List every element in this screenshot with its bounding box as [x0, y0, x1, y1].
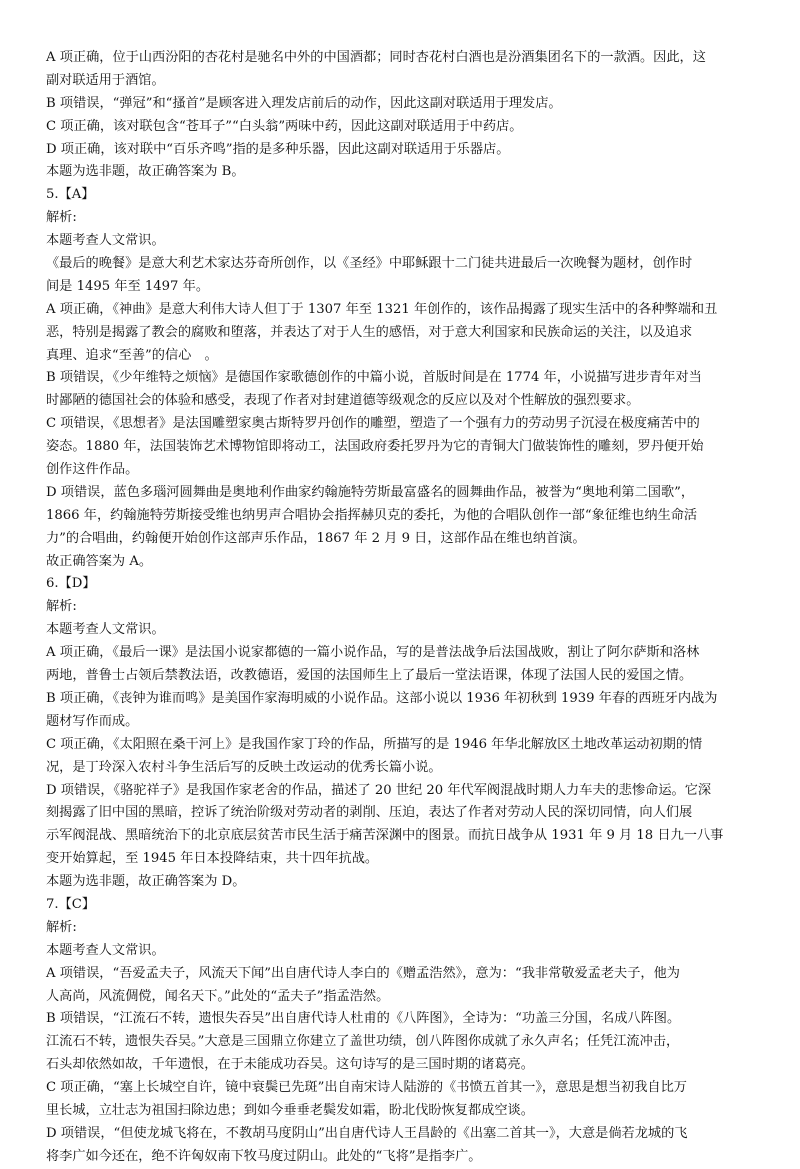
text-line: 真理、追求“至善”的信心 。 — [46, 347, 218, 363]
text-line: 6.【D】 — [46, 576, 96, 592]
text-line: 将李广如今还在，绝不许匈奴南下牧马度过阴山。此处的“飞将”是指李广。 — [46, 1148, 482, 1164]
text-line: 两地，普鲁士占领后禁教法语，改教德语，爱国的法国师生上了最后一堂法语课，体现了法国人民的爱国之情。 — [46, 668, 693, 684]
text-line: 刻揭露了旧中国的黑暗，控诉了统治阶级对劳动者的剥削、压迫，表达了作者对劳动人民的深切同情，向人们展 — [46, 805, 693, 821]
text-line: 副对联适用于酒馆。 — [46, 72, 165, 88]
text-line: 本题考查人文常识。 — [46, 622, 165, 638]
text-line: 故正确答案为 A。 — [46, 553, 153, 569]
text-line: 本题为选非题，故正确答案为 D。 — [46, 874, 246, 890]
text-line: 江流石不转，遗恨失吞吴。”大意是三国鼎立你建立了盖世功绩，创八阵图你成就了永久声名；任凭江流冲击， — [46, 1034, 680, 1050]
text-line: 姿态。1880 年，法国装饰艺术博物馆即将动工，法国政府委托罗丹为它的青铜大门做装饰性的雕刻，罗丹便开始 — [46, 439, 704, 455]
text-line: 1866 年，约翰施特劳斯接受维也纳男声合唱协会指挥赫贝克的委托，为他的合唱队创作一部“象征维也纳生命活 — [46, 507, 698, 523]
text-line: D 项错误，《骆驼祥子》是我国作家老舍的作品，描述了 20 世纪 20 年代军阀混战时期人力车夫的悲惨命运。它深 — [46, 782, 712, 798]
text-line: C 项正确，《太阳照在桑干河上》是我国作家丁玲的作品，所描写的是 1946 年华北解放区土地改革运动初期的情 — [46, 736, 703, 752]
text-line: 创作这件作品。 — [46, 462, 139, 478]
text-line: 题材写作而成。 — [46, 713, 139, 729]
text-line: A 项正确，《最后一课》是法国小说家都德的一篇小说作品，写的是普法战争后法国战败，割让了阿尔萨斯和洛林 — [46, 645, 700, 661]
text-line: 解析: — [46, 919, 77, 935]
text-line: C 项错误，《思想者》是法国雕塑家奥古斯特罗丹创作的雕塑，塑造了一个强有力的劳动男子沉浸在极度痛苦中的 — [46, 416, 700, 432]
text-line: B 项错误，“江流石不转，遗恨失吞吴”出自唐代诗人杜甫的《八阵图》，全诗为：“功盖三分国，名成八阵图。 — [46, 1011, 681, 1027]
text-line: 解析: — [46, 210, 77, 226]
text-line: 示军阀混战、黑暗统治下的北京底层贫苦市民生活于痛苦深渊中的图景。而抗日战争从 1931 年 9 月 18 日九一八事 — [46, 828, 724, 844]
text-line: A 项错误，“吾爱孟夫子，风流天下闻”出自唐代诗人李白的《赠孟浩然》，意为：“我非常敬爱孟老夫子，他为 — [46, 965, 680, 981]
text-line: C 项正确，“塞上长城空自许，镜中衰鬓已先斑”出自南宋诗人陆游的《书愤五首其一》，意思是想当初我自比万 — [46, 1080, 687, 1096]
text-line: D 项错误，“但使龙城飞将在，不教胡马度阴山”出自唐代诗人王昌龄的《出塞二首其一》，大意是倘若龙城的飞 — [46, 1125, 688, 1141]
text-line: 本题为选非题，故正确答案为 B。 — [46, 164, 245, 180]
text-line: 况，是丁玲深入农村斗争生活后写的反映土改运动的优秀长篇小说。 — [46, 759, 442, 775]
text-line: B 项错误，《少年维特之烦恼》是德国作家歌德创作的中篇小说，首版时间是在 1774 年，小说描写进步青年对当 — [46, 370, 702, 386]
text-line: 本题考查人文常识。 — [46, 942, 165, 958]
text-line: 7.【C】 — [46, 896, 96, 912]
text-line: A 项正确，位于山西汾阳的杏花村是驰名中外的中国酒都；同时杏花村白酒也是汾酒集团名下的一款酒。因此，这 — [46, 50, 706, 65]
text-line: 里长城，立壮志为祖国扫除边患；到如今垂垂老鬓发如霜，盼北伐盼恢复都成空谈。 — [46, 1102, 534, 1118]
text-line: 时鄙陋的德国社会的体验和感受，表现了作者对封建道德等级观念的反应以及对个性解放的强烈要求。 — [46, 393, 640, 409]
text-line: D 项正确，该对联中“百乐齐鸣”指的是多种乐器，因此这副对联适用于乐器店。 — [46, 141, 510, 157]
text-line: C 项正确，该对联包含“苍耳子”“白头翁”两味中药，因此这副对联适用于中药店。 — [46, 118, 523, 134]
text-line: 变开始算起，至 1945 年日本投降结束，共十四年抗战。 — [46, 851, 379, 867]
text-line: 间是 1495 年至 1497 年。 — [46, 278, 210, 294]
text-line: 《最后的晚餐》是意大利艺术家达芬奇所创作，以《圣经》中耶稣跟十二门徒共进最后一次晚餐为题材，创作时 — [46, 256, 693, 272]
text-line: 5.【A】 — [46, 187, 95, 203]
text-line: 力”的合唱曲，约翰便开始创作这部声乐作品，1867 年 2 月 9 日，这部作品在维也纳首演。 — [46, 530, 586, 546]
text-line: 本题考查人文常识。 — [46, 233, 165, 249]
text-line: 解析: — [46, 599, 77, 615]
text-line: 恶，特别是揭露了教会的腐败和堕落，并表达了对于人生的感悟，对于意大利国家和民族命运的关注，以及追求 — [46, 324, 693, 340]
text-line: A 项正确，《神曲》是意大利伟大诗人但丁于 1307 年至 1321 年创作的，该作品揭露了现实生活中的各种弊端和丑 — [46, 301, 718, 317]
text-line: B 项正确，《丧钟为谁而鸣》是美国作家海明威的小说作品。这部小说以 1936 年初秋到 1939 年春的西班牙内战为 — [46, 690, 718, 706]
answer-explanation-document — [46, 47, 758, 1169]
text-line: 人高尚，风流倜傥，闻名天下。”此处的“孟夫子”指孟浩然。 — [46, 988, 390, 1004]
text-line: 石头却依然如故，千年遗恨，在于未能成功吞吴。这句诗写的是三国时期的诸葛亮。 — [46, 1057, 534, 1073]
text-line: B 项错误，“弹冠”和“搔首”是顾客进入理发店前后的动作，因此这副对联适用于理发店。 — [46, 95, 562, 111]
text-line: D 项错误，蓝色多瑙河圆舞曲是奥地利作曲家约翰施特劳斯最富盛名的圆舞曲作品，被誉为“奥地利第二国歌”， — [46, 484, 695, 500]
